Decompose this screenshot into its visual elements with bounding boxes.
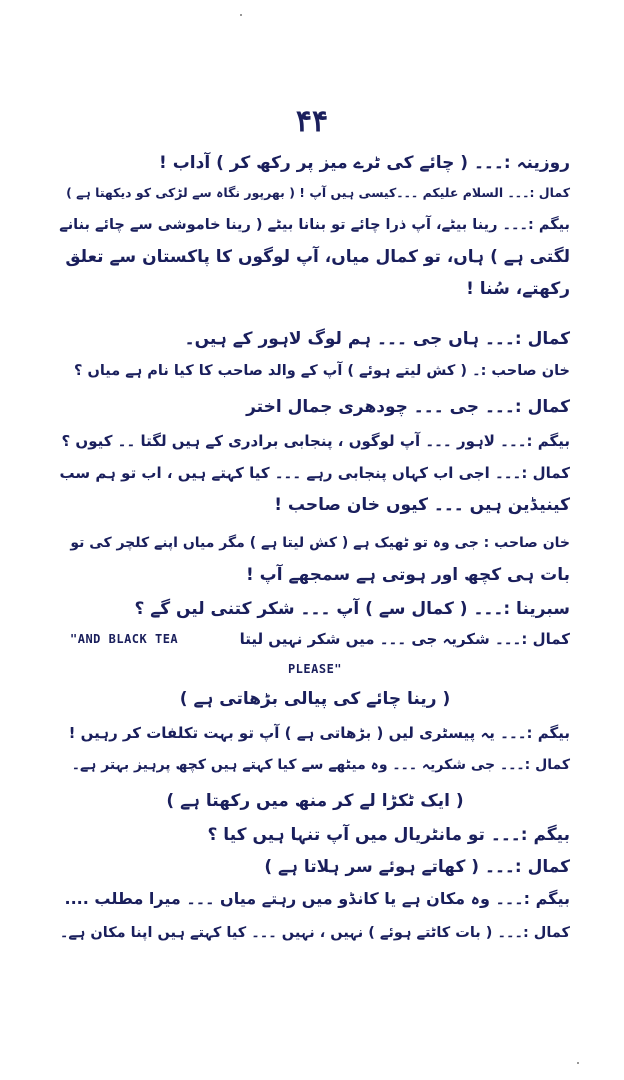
text-line: کمال :۔۔۔ ( کھاتے ہوئے سر ہلاتا ہے ) <box>264 857 570 877</box>
scan-speck <box>240 14 242 16</box>
text-line: لگتی ہے ) ہاں، تو کمال میاں، آپ لوگوں کا پاکستان سے تعلق <box>65 247 570 267</box>
text-line: خان صاحب :۔ ( کش لیتے ہوئے ) آپ کے والد صاحب کا کیا نام ہے میاں ؟ <box>74 363 570 379</box>
text-line: کمال :۔۔۔ جی ۔۔۔ چودھری جمال اختر <box>246 397 570 417</box>
english-text: "AND BLACK TEA <box>70 632 179 646</box>
text-line: روزینہ :۔۔۔ ( چائے کی ٹرے میز پر رکھ کر ) آداب ! <box>159 153 570 173</box>
page-number: ۴۴ <box>295 104 329 139</box>
text-line: بیگم :۔۔۔ رینا بیٹے، آپ ذرا چائے تو بنانا بیٹے ( رینا خاموشی سے چائے بنانے <box>59 217 570 233</box>
text-line: کمال :۔۔۔ ہاں جی ۔۔۔ ہم لوگ لاہور کے ہیں۔ <box>184 329 570 349</box>
stage-direction: ( رینا چائے کی پیالی بڑھاتی ہے ) <box>179 689 451 709</box>
scan-speck <box>577 1062 579 1064</box>
text-line: رکھتے، سُنا ! <box>466 279 570 299</box>
text-line: کینیڈین ہیں ۔۔۔ کیوں خان صاحب ! <box>274 495 570 515</box>
text-line: کمال :۔۔۔ السلام علیکم ۔۔۔کیسی ہیں آپ ! ( بھرپور نگاہ سے لڑکی کو دیکھتا ہے ) <box>66 185 570 200</box>
text-line: خان صاحب : جی وہ تو ٹھیک ہے ( کش لیتا ہے ) مگر میاں اپنے کلچر کی تو <box>70 535 570 551</box>
text-line: کمال :۔۔۔ ( بات کاٹتے ہوئے ) نہیں ، نہیں ۔۔۔ کیا کہتے ہیں اپنا مکان ہے۔ <box>59 925 570 941</box>
stage-direction: ( ایک ٹکڑا لے کر منھ میں رکھتا ہے ) <box>166 791 464 811</box>
text-line: بیگم :۔۔۔ یہ پیسٹری لیں ( بڑھاتی ہے ) آپ تو بہت تکلفات کر رہیں ! <box>68 724 570 742</box>
text-line: کمال :۔۔۔ جی شکریہ ۔۔۔ وہ میٹھے سے کیا کہتے ہیں کچھ پرہیز بہتر ہے۔ <box>71 757 570 773</box>
text-line: بیگم :۔۔۔ وہ مکان ہے یا کانڈو میں رہتے میاں ۔۔۔ میرا مطلب .... <box>64 889 570 908</box>
text-line: بیگم :۔۔۔ تو مانٹریال میں آپ تنہا ہیں کیا ؟ <box>207 825 570 845</box>
text-line: بیگم :۔۔۔ لاہور ۔۔۔ آپ لوگوں ، پنجابی برادری کے ہیں لگتا ۔۔ کیوں ؟ <box>61 432 570 450</box>
text-line: کمال :۔۔۔ اجی اب کہاں پنجابی رہے ۔۔۔ کیا کہتے ہیں ، اب تو ہم سب <box>59 464 570 482</box>
text-line: بات ہی کچھ اور ہوتی ہے سمجھے آپ ! <box>246 565 570 585</box>
text-line: کمال :۔۔۔ شکریہ جی ۔۔۔ میں شکر نہیں لیتا <box>239 630 570 648</box>
english-text: PLEASE" <box>287 662 343 676</box>
text-line: سبرینا :۔۔۔ ( کمال سے ) آپ ۔۔۔ شکر کتنی لیں گے ؟ <box>134 599 570 619</box>
